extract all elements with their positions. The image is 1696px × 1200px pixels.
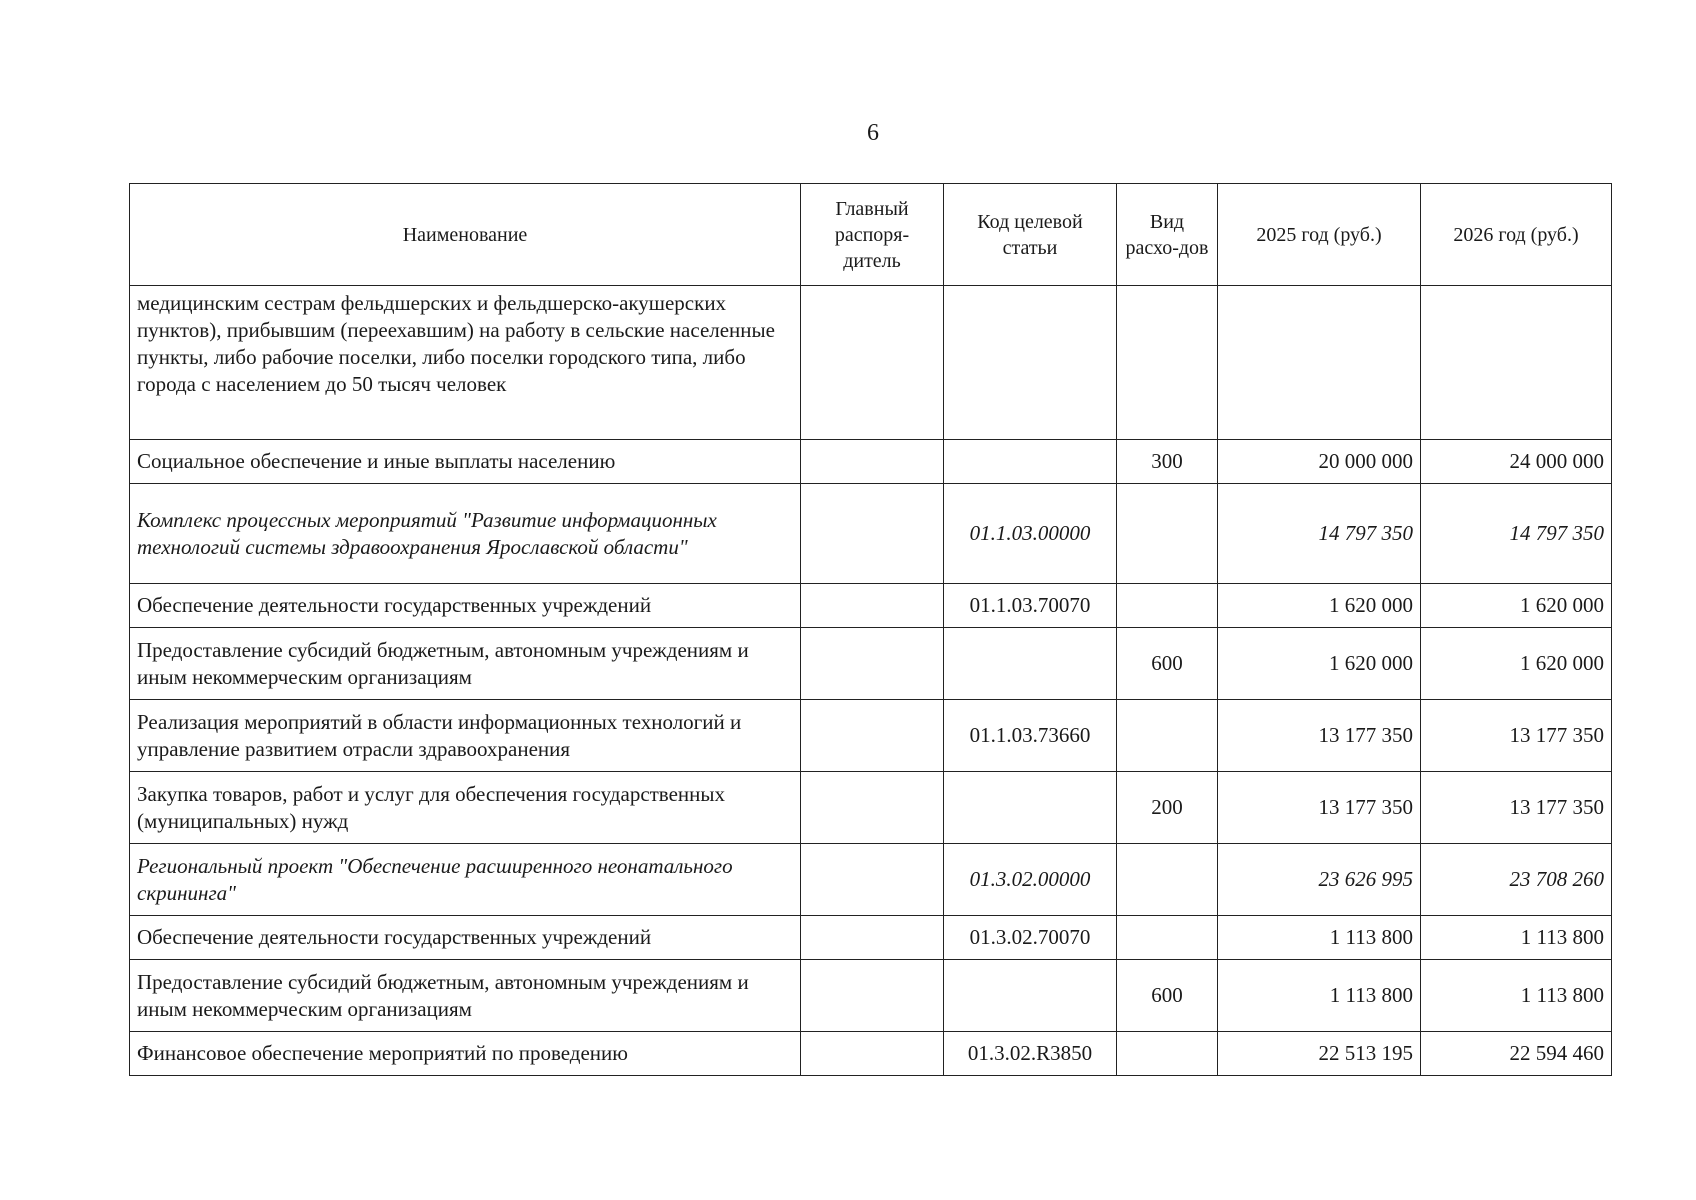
row-expense-type [1117, 584, 1218, 628]
row-manager [801, 844, 944, 916]
header-expense-type: Вид расхо-дов [1117, 184, 1218, 286]
budget-table [129, 183, 1612, 1076]
header-2025: 2025 год (руб.) [1218, 184, 1421, 286]
row-manager [801, 628, 944, 700]
row-manager [801, 1032, 944, 1076]
row-manager [801, 440, 944, 484]
header-2026: 2026 год (руб.) [1421, 184, 1612, 286]
row-expense-type [1117, 700, 1218, 772]
row-code: 01.1.03.00000 [944, 484, 1117, 584]
row-code: 01.1.03.73660 [944, 700, 1117, 772]
row-2025: 13 177 350 [1218, 700, 1421, 772]
table-row [130, 286, 1612, 440]
row-2025: 1 113 800 [1218, 916, 1421, 960]
header-manager: Главный распоря-дитель [801, 184, 944, 286]
row-2026: 23 708 260 [1421, 844, 1612, 916]
row-2025: 23 626 995 [1218, 844, 1421, 916]
row-name: Социальное обеспечение и иные выплаты населению [130, 440, 801, 484]
row-expense-type: 200 [1117, 772, 1218, 844]
row-2025: 20 000 000 [1218, 440, 1421, 484]
row-2025: 22 513 195 [1218, 1032, 1421, 1076]
row-2025: 13 177 350 [1218, 772, 1421, 844]
table-row [130, 440, 1612, 484]
row-2026: 24 000 000 [1421, 440, 1612, 484]
row-expense-type [1117, 286, 1218, 440]
row-2025: 1 113 800 [1218, 960, 1421, 1032]
row-manager [801, 916, 944, 960]
row-expense-type: 600 [1117, 960, 1218, 1032]
row-expense-type: 300 [1117, 440, 1218, 484]
row-code [944, 286, 1117, 440]
table-row [130, 484, 1612, 584]
row-name: Финансовое обеспечение мероприятий по проведению [130, 1032, 801, 1076]
row-2025: 14 797 350 [1218, 484, 1421, 584]
header-name: Наименование [130, 184, 801, 286]
row-code [944, 628, 1117, 700]
table-row [130, 584, 1612, 628]
header-code: Код целевой статьи [944, 184, 1117, 286]
table-row [130, 700, 1612, 772]
row-code: 01.3.02.70070 [944, 916, 1117, 960]
table-row [130, 1032, 1612, 1076]
row-name: Реализация мероприятий в области информационных технологий и управление развитием отрасли здравоохранения [130, 700, 801, 772]
row-name: медицинским сестрам фельдшерских и фельдшерско-акушерских пунктов), прибывшим (переехавшим) на работу в сельские населенные пункты, либо рабочие поселки, либо поселки городского типа, либо города с населением до 50 тысяч человек [130, 286, 801, 440]
row-2026: 1 620 000 [1421, 628, 1612, 700]
row-expense-type: 600 [1117, 628, 1218, 700]
row-2025: 1 620 000 [1218, 628, 1421, 700]
row-2026: 1 620 000 [1421, 584, 1612, 628]
table-row [130, 960, 1612, 1032]
row-name: Комплекс процессных мероприятий "Развитие информационных технологий системы здравоохранения Ярославской области" [130, 484, 801, 584]
row-manager [801, 484, 944, 584]
row-name: Предоставление субсидий бюджетным, автономным учреждениям и иным некоммерческим организациям [130, 960, 801, 1032]
row-manager [801, 286, 944, 440]
row-2026: 13 177 350 [1421, 700, 1612, 772]
row-2026: 1 113 800 [1421, 916, 1612, 960]
row-code [944, 440, 1117, 484]
row-expense-type [1117, 484, 1218, 584]
row-manager [801, 960, 944, 1032]
row-expense-type [1117, 916, 1218, 960]
row-2025: 1 620 000 [1218, 584, 1421, 628]
row-manager [801, 584, 944, 628]
row-name: Предоставление субсидий бюджетным, автономным учреждениям и иным некоммерческим организациям [130, 628, 801, 700]
row-code [944, 772, 1117, 844]
table-row [130, 916, 1612, 960]
row-name: Региональный проект "Обеспечение расширенного неонатального скрининга" [130, 844, 801, 916]
row-expense-type [1117, 844, 1218, 916]
row-manager [801, 772, 944, 844]
row-2026: 14 797 350 [1421, 484, 1612, 584]
table-row [130, 844, 1612, 916]
table-row [130, 628, 1612, 700]
row-2026: 22 594 460 [1421, 1032, 1612, 1076]
row-manager [801, 700, 944, 772]
row-code: 01.3.02.00000 [944, 844, 1117, 916]
row-name: Закупка товаров, работ и услуг для обеспечения государственных (муниципальных) нужд [130, 772, 801, 844]
row-code [944, 960, 1117, 1032]
row-expense-type [1117, 1032, 1218, 1076]
table-header-row [130, 184, 1612, 286]
page-number: 6 [867, 120, 879, 146]
row-code: 01.1.03.70070 [944, 584, 1117, 628]
table-row [130, 772, 1612, 844]
row-2026 [1421, 286, 1612, 440]
row-2026: 1 113 800 [1421, 960, 1612, 1032]
row-code: 01.3.02.R3850 [944, 1032, 1117, 1076]
row-2026: 13 177 350 [1421, 772, 1612, 844]
row-2025 [1218, 286, 1421, 440]
row-name: Обеспечение деятельности государственных учреждений [130, 916, 801, 960]
row-name: Обеспечение деятельности государственных учреждений [130, 584, 801, 628]
